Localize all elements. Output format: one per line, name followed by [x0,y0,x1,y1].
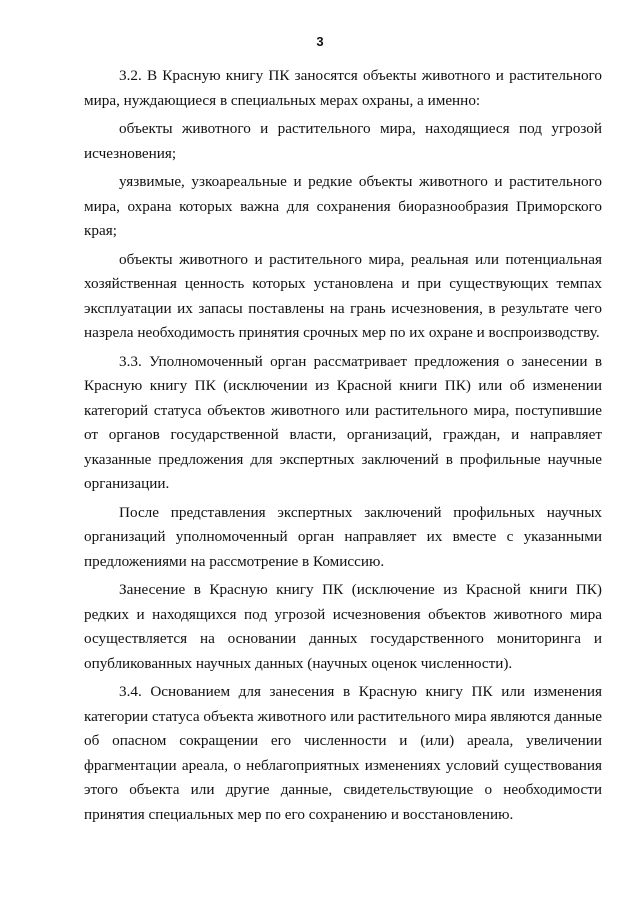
text-line: объекты животного и растительного мира, находящиеся под угрозой [119,120,602,137]
text-line: фрагментации ареала, о неблагоприятных изменениях условий существования [84,756,602,774]
text-line: 3.2. В Красную книгу ПК заносятся объекты животного и растительного [119,67,602,84]
document-body [84,64,602,827]
text-line: этого объекта или другие данные, свидетельствующие о необходимости [84,781,602,798]
text-line: об опасном сокращении его численности и (или) ареала, увеличении [84,732,602,749]
text-line: хозяйственная ценность которых установлена и при существующих темпах [84,275,602,292]
text-line: осуществляется на основании данных государственного мониторинга и [84,630,602,647]
text-line: уязвимые, узкоареальные и редкие объекты животного и растительного [119,173,602,190]
text-line: исчезновения; [84,144,177,162]
text-line: объекты животного и растительного мира, реальная или потенциальная [119,250,602,268]
page-number: 3 [316,34,324,49]
text-line: опубликованных научных данных (научных оценок численности). [84,654,513,672]
text-line: редких и находящихся под угрозой исчезновения объектов животного мира [84,605,602,623]
text-line: 3.4. Основанием для занесения в Красную книгу ПК или изменения [119,683,602,700]
text-line: назрела необходимость принятия срочных мер по их охране и воспроизводству. [84,324,600,341]
text-line: Занесение в Красную книгу ПК (исключение из Красной книги ПК) [119,581,602,598]
text-line: категорий статуса объектов животного или растительного мира, поступившие [84,401,602,419]
text-line: организации. [84,475,170,492]
text-line: края; [84,222,117,239]
text-line: мира, охрана которых важна для сохранения биоразнообразия Приморского [84,197,602,215]
text-line: мира, нуждающиеся в специальных мерах охраны, а именно: [84,91,481,109]
text-line: от органов государственной власти, организаций, граждан, и направляет [84,426,602,443]
text-line: 3.3. Уполномоченный орган рассматривает предложения о занесении в [119,352,602,370]
text-line: принятия специальных мер по его сохранению и восстановлению. [84,805,514,823]
text-line: указанные предложения для экспертных заключений в профильные научные [84,450,602,468]
text-line: организаций уполномоченный орган направляет их вместе с указанными [84,528,602,545]
text-line: категории статуса объекта животного или растительного мира являются данные [84,707,602,725]
text-line: эксплуатации их запасы поставлены на грань исчезновения, в результате чего [84,299,602,317]
text-line: предложениями на рассмотрение в Комиссию. [84,552,385,570]
text-line: Красную книгу ПК (исключении из Красной книги ПК) или об изменении [84,377,602,394]
text-line: После представления экспертных заключений профильных научных [119,503,602,521]
